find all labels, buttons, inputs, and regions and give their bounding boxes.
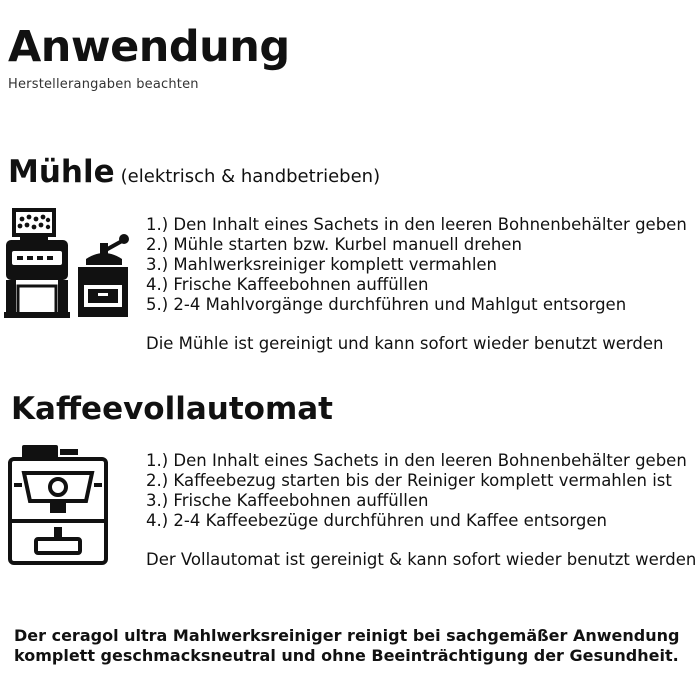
list-item: 2.) Mühle starten bzw. Kurbel manuell drehen	[146, 235, 522, 254]
footer-text	[14, 626, 679, 666]
list-item: 5.) 2-4 Mahlvorgänge durchführen und Mahlgut entsorgen	[146, 295, 627, 314]
list-item: 3.) Mahlwerksreiniger komplett vermahlen	[146, 255, 498, 274]
list-item: 4.) Frische Kaffeebohnen auffüllen	[146, 275, 429, 294]
page-title: Anwendung	[8, 22, 290, 72]
grinder-heading-text: Mühle	[8, 154, 115, 190]
coffee-machine-icon	[6, 443, 110, 569]
footer-line: Der ceragol ultra Mahlwerksreiniger reinigt bei sachgemäßer Anwendung	[14, 626, 680, 645]
grinder-icon	[2, 207, 132, 319]
page-subtitle: Herstellerangaben beachten	[8, 77, 199, 92]
list-item: 1.) Den Inhalt eines Sachets in den leeren Bohnenbehälter geben	[146, 215, 687, 234]
machine-note: Der Vollautomat ist gereinigt & kann sofort wieder benutzt werden	[146, 550, 697, 569]
list-item: 3.) Frische Kaffeebohnen auffüllen	[146, 491, 429, 510]
grinder-steps	[146, 215, 687, 315]
footer-line: komplett geschmacksneutral und ohne Beeinträchtigung der Gesundheit.	[14, 646, 679, 665]
machine-heading: Kaffeevollautomat	[11, 391, 334, 427]
list-item: 2.) Kaffeebezug starten bis der Reiniger komplett vermahlen ist	[146, 471, 672, 490]
list-item: 4.) 2-4 Kaffeebezüge durchführen und Kaffee entsorgen	[146, 511, 607, 530]
grinder-note: Die Mühle ist gereinigt und kann sofort wieder benutzt werden	[146, 334, 664, 353]
machine-steps	[146, 451, 687, 531]
list-item: 1.) Den Inhalt eines Sachets in den leeren Bohnenbehälter geben	[146, 451, 687, 470]
grinder-heading-note: (elektrisch & handbetrieben)	[120, 166, 381, 187]
grinder-heading	[8, 154, 381, 190]
